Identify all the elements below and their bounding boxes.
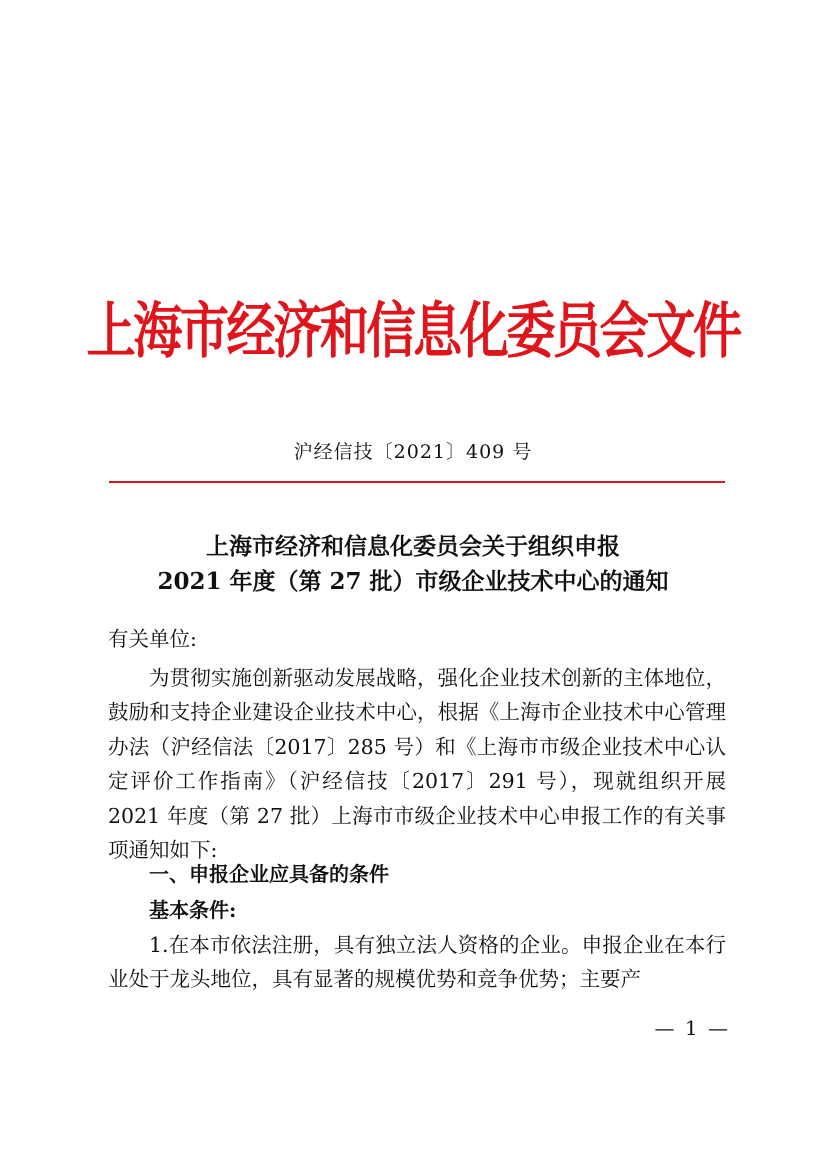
notice-title-line-1: 上海市经济和信息化委员会关于组织申报 <box>206 533 620 560</box>
addressee: 有关单位: <box>108 627 197 651</box>
subsection-heading-basic-conditions: 基本条件: <box>149 898 237 922</box>
document-number: 沪经信技〔2021〕409 号 <box>293 441 533 463</box>
section-heading-conditions: 一、申报企业应具备的条件 <box>149 862 389 886</box>
notice-title-line-2: 2021 年度（第 27 批）市级企业技术中心的通知 <box>157 568 669 595</box>
condition-item-1: 1.在本市依法注册，具有独立法人资格的企业。申报企业在本行业处于龙头地位，具有显著的规模优势和竞争优势；主要产 <box>108 933 726 992</box>
document-masthead: 上海市经济和信息化委员会文件 <box>86 295 740 367</box>
red-separator-line <box>109 481 725 483</box>
intro-paragraph: 为贯彻实施创新驱动发展战略，强化企业技术创新的主体地位，鼓励和支持企业建设企业技术中心，根据《上海市企业技术中心管理办法（沪经信法〔2017〕285 号）和《上海市市级企业技术中心认定评价工作指南》（沪经信技〔2017〕291 号），现就组织开展 2021 年度（第 27 批）上海市市级企业技术中心申报工作的有关事项通知如下: <box>108 666 726 863</box>
page-number: — 1 — <box>654 1016 730 1040</box>
